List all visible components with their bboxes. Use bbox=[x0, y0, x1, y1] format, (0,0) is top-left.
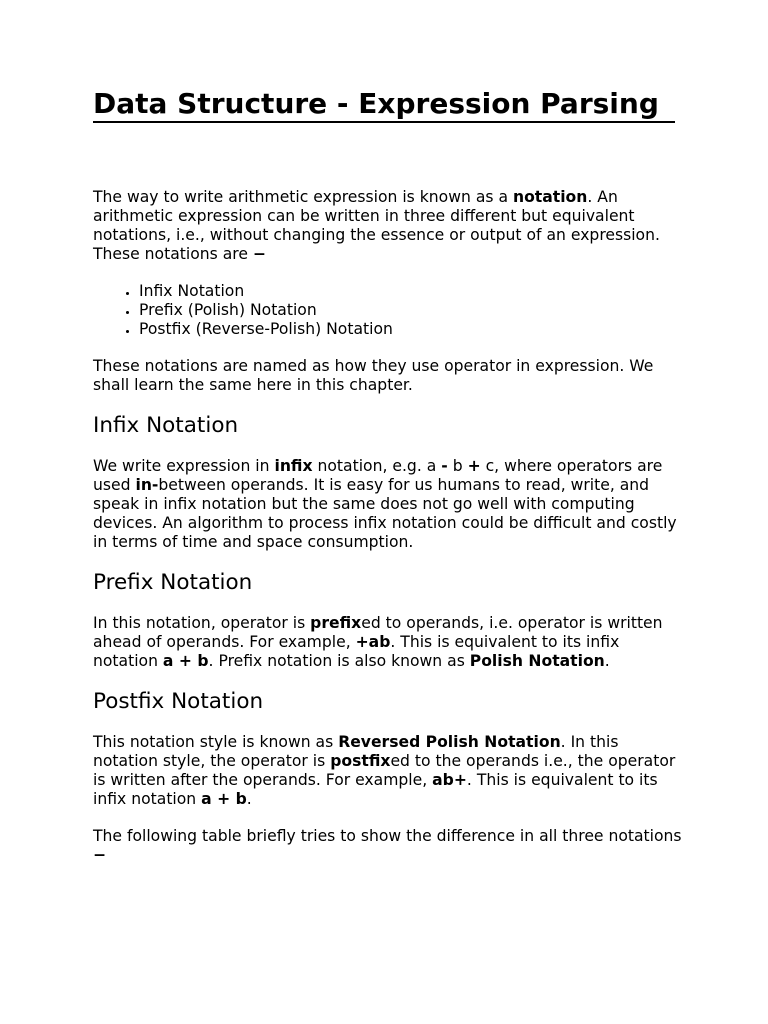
prefix-paragraph bbox=[93, 614, 683, 671]
text-run: . bbox=[604, 652, 610, 670]
text-run: . bbox=[246, 790, 252, 808]
bold-run: + bbox=[467, 457, 481, 475]
infix-paragraph bbox=[93, 457, 683, 552]
postfix-heading: Postfix Notation bbox=[93, 689, 264, 714]
intro-dash: − bbox=[252, 245, 266, 263]
intro-text: The way to write arithmetic expression is known as a bbox=[93, 188, 513, 206]
infix-heading: Infix Notation bbox=[93, 413, 239, 438]
text-run: c, where operators are used bbox=[93, 457, 663, 494]
list-item: • Postfix (Reverse-Polish) Notation bbox=[139, 320, 683, 339]
list-item: • Prefix (Polish) Notation bbox=[139, 301, 683, 320]
document-body bbox=[93, 188, 683, 865]
intro-bold-notation: notation bbox=[512, 188, 588, 206]
intro-text-continued: . An arithmetic expression can be written in three different but equivalent notations, i.e., without changing the essence or output of an expression. These notations are bbox=[93, 188, 660, 263]
prefix-heading: Prefix Notation bbox=[93, 570, 253, 595]
text-run: b bbox=[447, 457, 468, 475]
notation-list bbox=[93, 282, 683, 339]
table-intro-paragraph bbox=[93, 827, 683, 865]
bold-run: ab+ bbox=[432, 771, 467, 789]
text-run: This notation style is known as bbox=[93, 733, 339, 751]
text-run: between operands. It is easy for us humans to read, write, and speak in infix notation but the same does not go well with computing devices. An algorithm to process infix notation could be difficult and costly in terms of time and space consumption. bbox=[93, 476, 677, 551]
text-run: notation, e.g. a bbox=[312, 457, 442, 475]
text-run: . Prefix notation is also known as bbox=[208, 652, 470, 670]
bold-run: postfix bbox=[330, 752, 391, 770]
bold-run: prefix bbox=[310, 614, 362, 632]
bold-run: in- bbox=[135, 476, 159, 494]
text-run: The following table briefly tries to show the difference in all three notations bbox=[93, 827, 682, 845]
bold-run: infix bbox=[274, 457, 313, 475]
bold-run: a + b bbox=[201, 790, 247, 808]
table-intro-dash: − bbox=[93, 846, 107, 864]
text-run: We write expression in bbox=[93, 457, 275, 475]
title-block bbox=[93, 86, 675, 123]
text-run: ed to operands, i.e. operator is written ahead of operands. For example, bbox=[93, 614, 663, 651]
bold-run: - bbox=[441, 457, 448, 475]
bold-run: Reversed Polish Notation bbox=[338, 733, 561, 751]
bold-run: Polish Notation bbox=[469, 652, 605, 670]
text-run: In this notation, operator is bbox=[93, 614, 311, 632]
text-run: . This is equivalent to its infix notation bbox=[93, 633, 620, 670]
naming-paragraph: These notations are named as how they use operator in expression. We shall learn the same here in this chapter. bbox=[93, 357, 654, 394]
list-item: • Infix Notation bbox=[139, 282, 683, 301]
text-run: ed to the operands i.e., the operator is written after the operands. For example, bbox=[93, 752, 676, 789]
intro-paragraph bbox=[93, 188, 683, 264]
bold-run: a + b bbox=[162, 652, 209, 670]
page-title: Data Structure - Expression Parsing bbox=[93, 87, 659, 120]
bold-run: +ab bbox=[355, 633, 391, 651]
text-run: . In this notation style, the operator is bbox=[93, 733, 619, 770]
postfix-paragraph bbox=[93, 733, 683, 809]
text-run: . This is equivalent to its infix notation bbox=[93, 771, 658, 808]
